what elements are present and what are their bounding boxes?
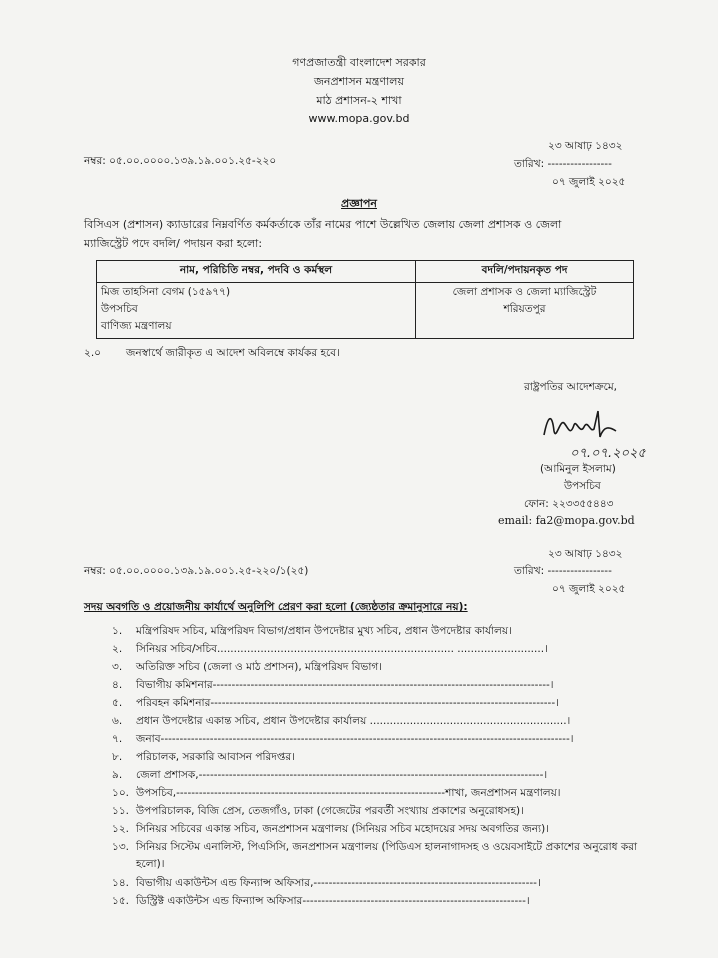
presidential-order: রাষ্ট্রপতির আদেশক্রমে,: [524, 381, 617, 393]
website-link[interactable]: www.mopa.gov.bd: [308, 112, 410, 125]
list-item-number: ৩.: [112, 661, 123, 673]
date-bangla: ২৩ আষাঢ় ১৪৩২: [548, 140, 623, 152]
date-english: ০৭ জুলাই ২০২৫: [552, 176, 626, 188]
para2-number: ২.০: [84, 347, 101, 359]
date-label: তারিখ: -----------------: [514, 158, 612, 170]
list-item-number: ৪.: [112, 679, 123, 691]
list-item-text: পরিবহন কমিশনার-------------------------------------------------------------------------------------------।: [136, 697, 559, 709]
signatory-email[interactable]: email: fa2@mopa.gov.bd: [498, 514, 635, 527]
officer-name: মিজ তাহসিনা বেগম (১৫৯৭৭): [101, 286, 231, 298]
list-item-number: ৬.: [112, 715, 123, 727]
list-item-text: উপপরিচালক, বিজি প্রেস, তেজগাঁও, ঢাকা (গেজেটের পরবর্তী সংখ্যায় প্রকাশের অনুরোধসহ)।: [136, 805, 524, 817]
signature-date: ০৭.০৭.২০২৫: [570, 446, 646, 461]
officer-cell: [97, 283, 416, 339]
date-bangla-2: ২৩ আষাঢ় ১৪৩২: [548, 548, 623, 560]
new-post: জেলা প্রশাসক ও জেলা ম্যাজিস্ট্রেট: [452, 286, 597, 298]
list-item-text: জনাব------------------------------------------------------------------------------------------------------------।: [136, 733, 574, 745]
intro-line-2: ম্যাজিস্ট্রেট পদে বদলি/ পদায়ন করা হলো:: [84, 237, 263, 250]
list-item-number: ১.: [112, 625, 123, 637]
list-item-number: ১১.: [112, 805, 129, 817]
list-item-number: ৮.: [112, 751, 123, 763]
memo-number-2: নম্বর: ০৫.০০.০০০০.১৩৯.১৯.০০১.২৫-২২০/১(২৫): [84, 565, 309, 577]
list-item-number: ২.: [112, 643, 123, 655]
list-item-text: মন্ত্রিপরিষদ সচিব, মন্ত্রিপরিষদ বিভাগ/প্রধান উপদেষ্টার মুখ্য সচিব, প্রধান উপদেষ্টার কার্যালয়।: [136, 625, 512, 637]
govt-name: গণপ্রজাতন্ত্রী বাংলাদেশ সরকার: [292, 56, 426, 69]
list-item-number: ১২.: [112, 823, 129, 835]
new-post-cell: [416, 283, 634, 339]
intro-line-1: বিসিএস (প্রশাসন) ক্যাডারের নিম্নবর্ণিত কর্মকর্তাকে তাঁর নামের পাশে উল্লেখিত জেলায় জেলা প্রশাসক ও জেলা: [84, 218, 562, 231]
list-item-number: ৫.: [112, 697, 123, 709]
section-name: মাঠ প্রশাসন-২ শাখা: [316, 94, 402, 107]
list-item-text: পরিচালক, সরকারি আবাসন পরিদপ্তর।: [136, 751, 295, 763]
list-item-text-continued: হলো)।: [136, 858, 165, 870]
list-item-text: সিনিয়র সিস্টেম এনালিস্ট, পিএসিসি, জনপ্রশাসন মন্ত্রণালয় (পিডিএস হালনাগাদসহ ও ওয়েবসাইটে প্রকাশের অনুরোধ করা: [136, 841, 638, 853]
list-item-number: ৯.: [112, 769, 123, 781]
signatory-designation: উপসচিব: [564, 480, 601, 492]
posting-table: [96, 260, 634, 339]
signatory-phone: ফোন: ২২৩৩৫৫৪৪৩: [524, 498, 614, 510]
list-item-text: বিভাগীয় একাউন্টস এন্ড ফিন্যান্স অফিসার,-----------------------------------------------------------।: [136, 877, 541, 889]
list-item-text: সিনিয়র সচিবের একান্ত সচিব, জনপ্রশাসন মন্ত্রণালয় (সিনিয়র সচিব মহোদয়ের সদয় অবগতির জন্য)।: [136, 823, 549, 835]
notification-title: প্রজ্ঞাপন: [341, 197, 377, 210]
table-header-row: [97, 261, 634, 283]
ministry-name: জনপ্রশাসন মন্ত্রণালয়: [314, 75, 404, 88]
list-item-text: ডিস্ট্রিক্ট একাউন্টস এন্ড ফিন্যান্স অফিসার-----------------------------------------------------------।: [136, 895, 530, 907]
officer-designation: উপসচিব: [101, 303, 138, 315]
list-item-text: উপসচিব,-----------------------------------------------------------------------শাখা, জনপ্রশাসন মন্ত্রণালয়।: [136, 787, 561, 799]
list-item-text: প্রধান উপদেষ্টার একান্ত সচিব, প্রধান উপদেষ্টার কার্যালয় ...........................................................।: [136, 715, 571, 727]
date-english-2: ০৭ জুলাই ২০২৫: [552, 583, 626, 595]
list-item-number: ১৩.: [112, 841, 129, 853]
list-item-text: জেলা প্রশাসক,-------------------------------------------------------------------------------------------।: [136, 769, 548, 781]
list-item-number: ৭.: [112, 733, 123, 745]
officer-workplace: বাণিজ্য মন্ত্রণালয়: [101, 320, 172, 332]
list-item-number: ১৫.: [112, 895, 129, 907]
col-header-officer: নাম, পরিচিতি নম্বর, পদবি ও কর্মস্থল: [97, 261, 416, 283]
list-item-text: অতিরিক্ত সচিব (জেলা ও মাঠ প্রশাসন), মন্ত্রিপরিষদ বিভাগ।: [136, 661, 383, 673]
date-label-2: তারিখ: -----------------: [514, 565, 612, 577]
copy-heading: সদয় অবগতি ও প্রয়োজনীয় কার্যার্থে অনুলিপি প্রেরণ করা হলো (জ্যেষ্ঠতার ক্রমানুসারে নয়):: [84, 601, 468, 613]
table-row: [97, 283, 634, 339]
signatory-name: (আমিনুল ইসলাম): [540, 463, 616, 475]
new-district: শরিয়তপুর: [503, 303, 546, 315]
list-item-number: ১৪.: [112, 877, 129, 889]
col-header-post: বদলি/পদায়নকৃত পদ: [416, 261, 634, 283]
memo-number: নম্বর: ০৫.০০.০০০০.১৩৯.১৯.০০১.২৫-২২০: [84, 155, 277, 167]
list-item-text: বিভাগীয় কমিশনার-----------------------------------------------------------------------------------------।: [136, 679, 554, 691]
list-item-text: সিনিয়র সচিব/সচিব....................................................................... ..........................।: [136, 643, 548, 655]
list-item-number: ১০.: [112, 787, 129, 799]
para2-text: জনস্বার্থে জারীকৃত এ আদেশ অবিলম্বে কার্যকর হবে।: [126, 347, 340, 359]
